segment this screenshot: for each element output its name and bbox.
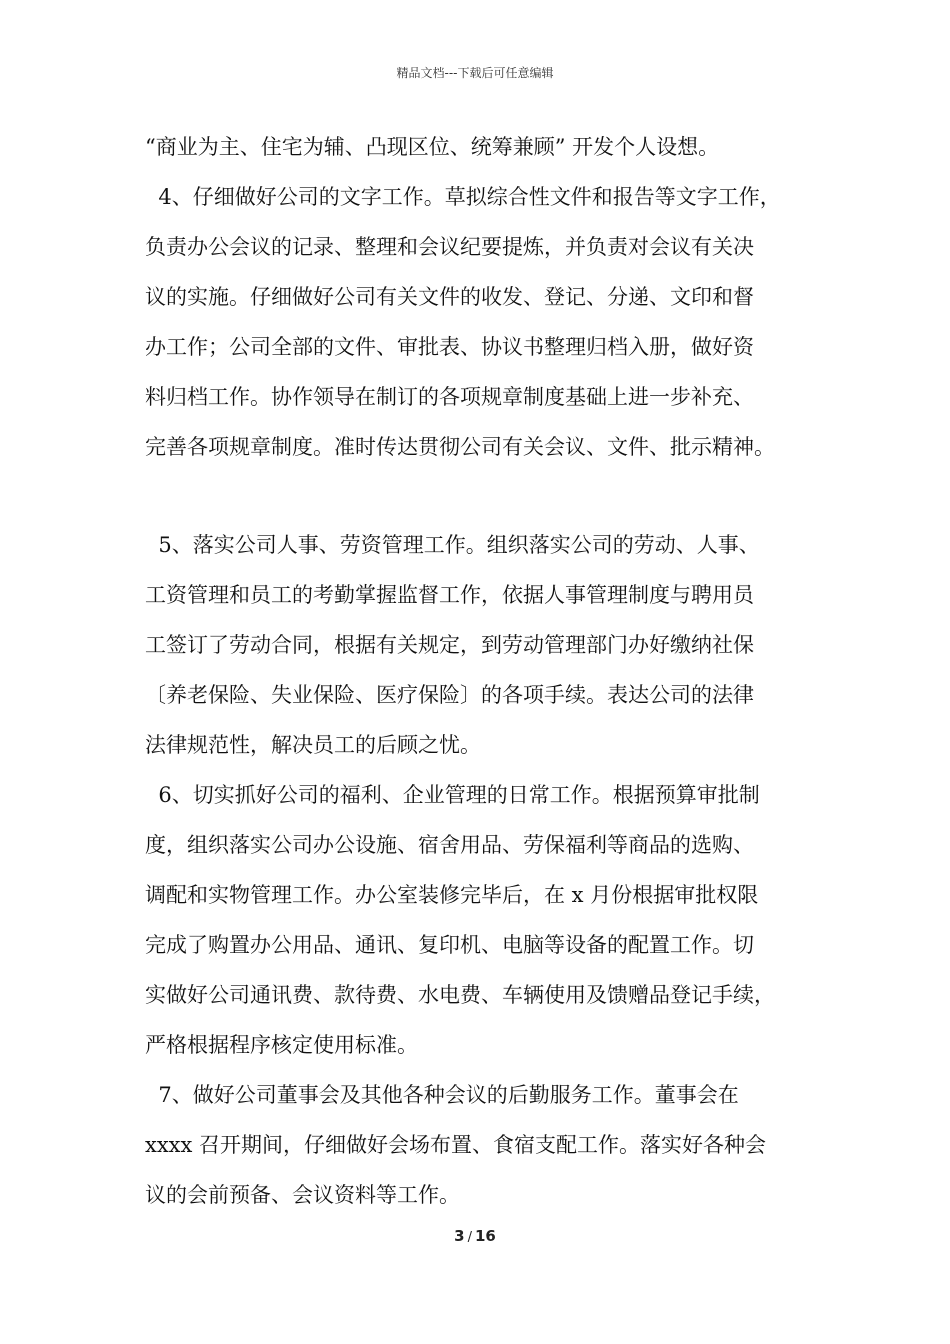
text-line: 负责办公会议的记录、整理和会议纪要提炼，并负责对会议有关决: [145, 235, 754, 259]
text-line: 6、切实抓好公司的福利、企业管理的日常工作。根据预算审批制: [145, 783, 760, 807]
text-line: 实做好公司通讯费、款待费、水电费、车辆使用及馈赠品登记手续，: [145, 983, 775, 1007]
page-number: [0, 1227, 950, 1245]
text-line: 料归档工作。协作领导在制订的各项规章制度基础上进一步补充、: [145, 385, 754, 409]
text-line: 工签订了劳动合同，根据有关规定，到劳动管理部门办好缴纳社保: [145, 633, 754, 657]
text-line: 严格根据程序核定使用标准。: [145, 1033, 418, 1057]
text-line: 4、仔细做好公司的文字工作。草拟综合性文件和报告等文字工作，: [145, 185, 781, 209]
text-line: 调配和实物管理工作。办公室装修完毕后，在 x 月份根据审批权限: [145, 883, 759, 907]
page-separator: /: [467, 1230, 472, 1245]
text-line: 完善各项规章制度。准时传达贯彻公司有关会议、文件、批示精神。: [145, 435, 775, 459]
text-line: 议的会前预备、会议资料等工作。: [145, 1183, 460, 1207]
total-pages: 16: [474, 1227, 496, 1245]
text-line: 法律规范性，解决员工的后顾之忧。: [145, 733, 481, 757]
text-line: 议的实施。仔细做好公司有关文件的收发、登记、分递、文印和督: [145, 285, 754, 309]
text-line: 完成了购置办公用品、通讯、复印机、电脑等设备的配置工作。切: [145, 933, 754, 957]
text-line: 7、做好公司董事会及其他各种会议的后勤服务工作。董事会在: [145, 1083, 739, 1107]
text-line: “商业为主、住宅为辅、凸现区位、统筹兼顾” 开发个人设想。: [145, 135, 720, 159]
text-line: 办工作；公司全部的文件、审批表、协议书整理归档入册，做好资: [145, 335, 754, 359]
current-page: 3: [454, 1227, 465, 1245]
text-line: 工资管理和员工的考勤掌握监督工作，依据人事管理制度与聘用员: [145, 583, 754, 607]
text-line: xxxx 召开期间，仔细做好会场布置、食宿支配工作。落实好各种会: [145, 1133, 767, 1157]
text-line: 5、落实公司人事、劳资管理工作。组织落实公司的劳动、人事、: [145, 533, 760, 557]
text-line: 〔养老保险、失业保险、医疗保险〕的各项手续。表达公司的法律: [145, 683, 754, 707]
text-line: 度，组织落实公司办公设施、宿舍用品、劳保福利等商品的选购、: [145, 833, 754, 857]
page-header: 精品文档---下载后可任意编辑: [396, 66, 554, 80]
